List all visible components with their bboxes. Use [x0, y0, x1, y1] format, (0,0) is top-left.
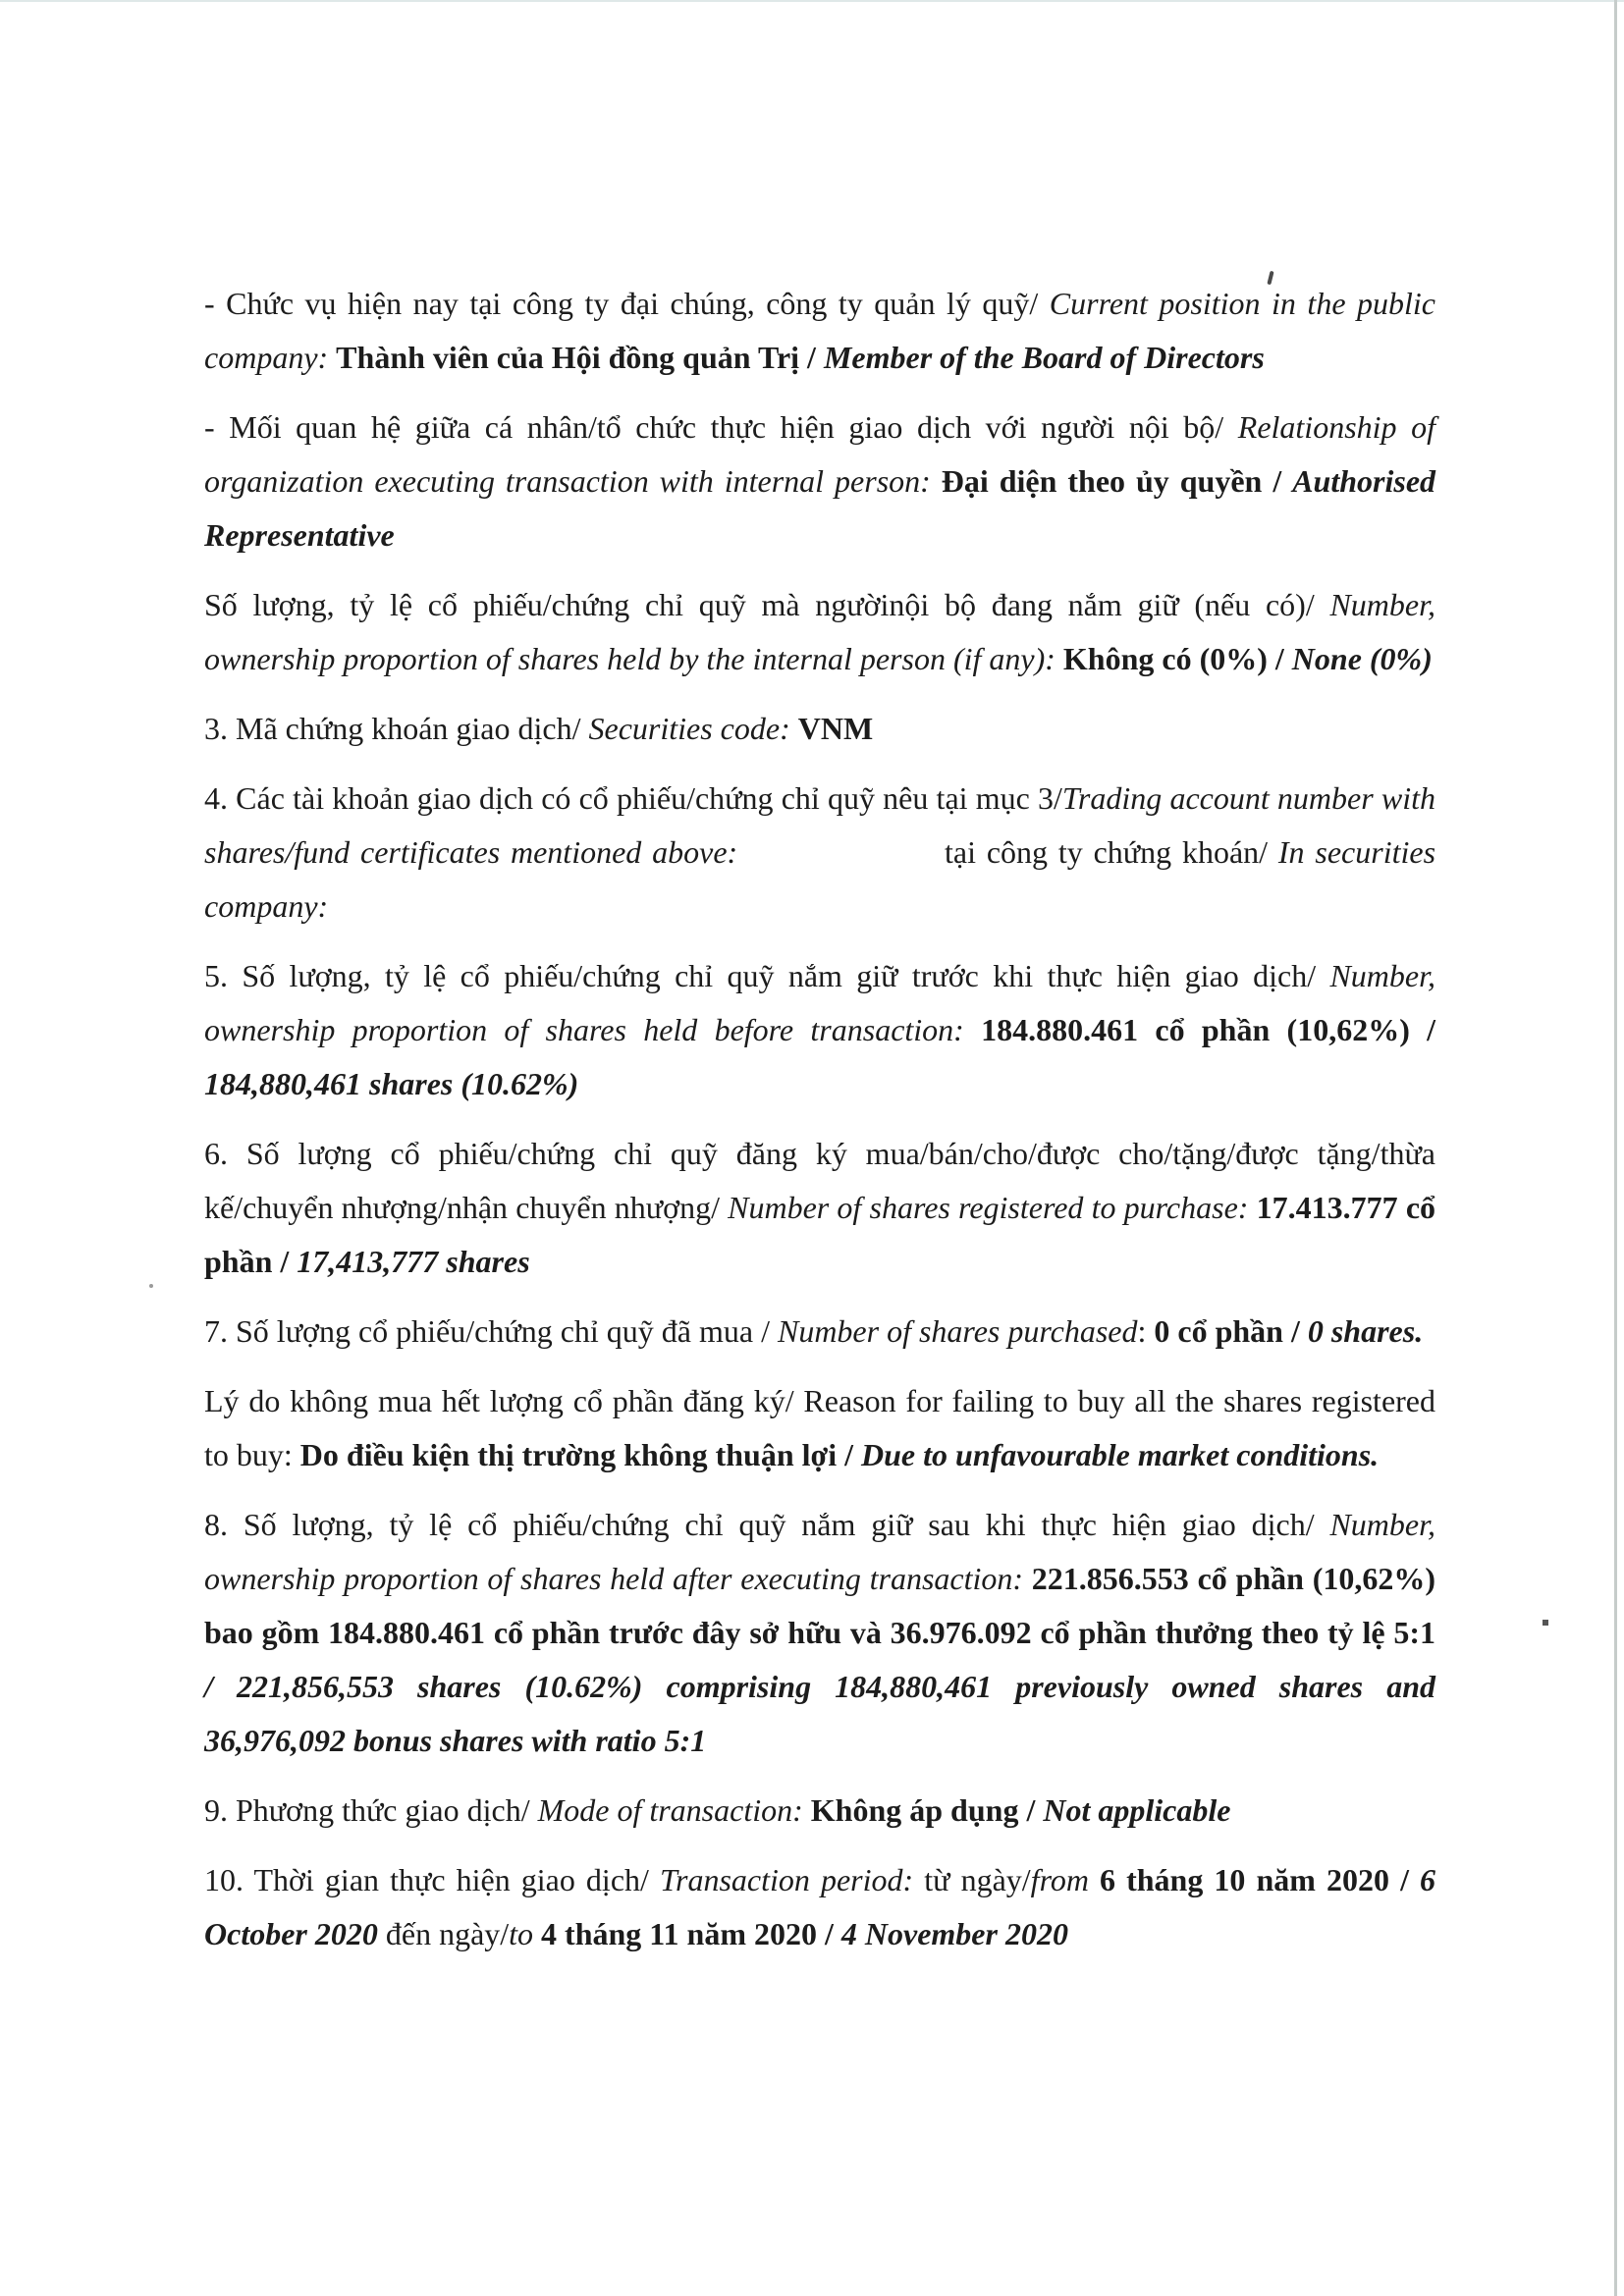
blank-field-gap [748, 862, 945, 863]
text-segment: 4 tháng 11 năm 2020 / [541, 1916, 841, 1951]
text-segment: 10. Thời gian thực hiện giao dịch/ [204, 1862, 660, 1897]
text-segment: None (0%) [1291, 641, 1433, 676]
para-item-5-shares-before [204, 949, 1435, 1111]
text-segment: 184,880,461 shares (10.62%) [204, 1066, 579, 1101]
para-item-6-shares-registered [204, 1127, 1435, 1289]
text-segment: Number of shares registered to purchase: [728, 1190, 1257, 1225]
text-segment: 17.413.777 cổ phần / [204, 1190, 1436, 1279]
scan-edge-right [1614, 0, 1617, 2296]
text-segment: Lý do không mua hết lượng cổ phần đăng ký/ Reason for failing to buy all the shares registered to buy: [204, 1383, 1435, 1472]
text-segment: / 221,856,553 shares (10.62%) comprising 184,880,461 previously owned shares and 36,976,092 bonus shares with ratio 5:1 [204, 1669, 1435, 1758]
text-segment: - Mối quan hệ giữa cá nhân/tổ chức thực hiện giao dịch với người nội bộ/ [204, 409, 1238, 445]
text-segment: Transaction period: [659, 1862, 925, 1897]
text-segment: 17,413,777 shares [297, 1244, 530, 1279]
para-current-position [204, 277, 1435, 385]
text-segment: 3. Mã chứng khoán giao dịch/ [204, 711, 589, 746]
text-segment: 8. Số lượng, tỷ lệ cổ phiếu/chứng chỉ quỹ nắm giữ sau khi thực hiện giao dịch/ [204, 1507, 1330, 1542]
text-segment: 221.856.553 cổ phần (10,62%) bao gồm 184.880.461 cổ phần trước đây sở hữu và 36.976.092 cổ phần thưởng theo tỷ lệ 5:1 [204, 1561, 1435, 1650]
text-segment: VNM [797, 711, 874, 746]
text-segment: from [1030, 1862, 1101, 1897]
text-segment: to [509, 1916, 542, 1951]
scan-artifact-speck [149, 1284, 153, 1288]
text-segment: Current position in the public company: [204, 286, 1436, 375]
text-segment: In securities company: [204, 834, 1436, 924]
text-segment: 6 tháng 10 năm 2020 / [1100, 1862, 1421, 1897]
text-segment: Number, ownership proportion of shares held after executing transaction: [204, 1507, 1435, 1596]
text-segment: Number, ownership proportion of shares held before transaction: [204, 958, 1435, 1047]
para-relationship [204, 400, 1435, 562]
text-segment: Authorised Representative [204, 463, 1436, 553]
para-item-7-shares-purchased [204, 1305, 1435, 1359]
text-segment: tại công ty chứng khoán/ [945, 834, 1278, 870]
text-segment: 5. Số lượng, tỷ lệ cổ phiếu/chứng chỉ quỹ nắm giữ trước khi thực hiện giao dịch/ [204, 958, 1330, 993]
para-item-8-shares-after [204, 1498, 1435, 1768]
text-segment: Số lượng, tỷ lệ cổ phiếu/chứng chỉ quỹ mà ngườinội bộ đang nắm giữ (nếu có)/ [204, 587, 1330, 622]
text-segment: 0 shares. [1307, 1313, 1424, 1349]
para-item-4-trading-accounts [204, 772, 1435, 934]
document-body [204, 277, 1435, 1977]
para-item-3-securities-code [204, 702, 1435, 756]
text-segment: từ ngày/ [924, 1862, 1031, 1897]
text-segment: Due to unfavourable market conditions. [861, 1437, 1380, 1472]
text-segment: 7. Số lượng cổ phiếu/chứng chỉ quỹ đã mua / [204, 1313, 778, 1349]
text-segment: Thành viên của Hội đồng quản Trị / [336, 340, 824, 375]
text-segment: đến ngày/ [385, 1916, 510, 1951]
text-segment: 0 cổ phần / [1154, 1313, 1308, 1349]
text-segment: Do điều kiện thị trường không thuận lợi / [299, 1437, 862, 1472]
text-segment: Đại diện theo ủy quyền / [941, 463, 1293, 499]
text-segment: 9. Phương thức giao dịch/ [204, 1792, 538, 1828]
para-item-10-period [204, 1853, 1435, 1961]
text-segment: Member of the Board of Directors [823, 340, 1265, 375]
text-segment: Không áp dụng / [810, 1792, 1044, 1828]
text-segment: Number of shares purchased [777, 1313, 1138, 1349]
text-segment: : [1137, 1313, 1155, 1349]
text-segment: Relationship of organization executing transaction with internal person: [204, 409, 1436, 499]
text-segment: Number, ownership proportion of shares held by the internal person (if any): [204, 587, 1435, 676]
text-segment: 6 October 2020 [204, 1862, 1436, 1951]
para-shares-held-by-internal-person [204, 578, 1435, 686]
text-segment: - Chức vụ hiện nay tại công ty đại chúng, công ty quản lý quỹ/ [204, 286, 1050, 321]
text-segment: 184.880.461 cổ phần (10,62%) / [981, 1012, 1436, 1047]
para-reason [204, 1374, 1435, 1482]
scan-artifact-speck [1543, 1620, 1548, 1626]
text-segment: Trading account number with shares/fund certificates mentioned above: [204, 780, 1436, 870]
text-segment: 6. Số lượng cổ phiếu/chứng chỉ quỹ đăng ký mua/bán/cho/được cho/tặng/được tặng/thừa kế/chuyển nhượng/nhận chuyển nhượng/ [204, 1136, 1435, 1225]
text-segment: 4 November 2020 [840, 1916, 1068, 1951]
text-segment: 4. Các tài khoản giao dịch có cổ phiếu/chứng chỉ quỹ nêu tại mục 3/ [204, 780, 1062, 816]
text-segment: Mode of transaction: [537, 1792, 811, 1828]
text-segment: Securities code: [588, 711, 798, 746]
scan-edge-top [0, 0, 1624, 2]
para-item-9-mode [204, 1784, 1435, 1838]
text-segment: Không có (0%) / [1062, 641, 1292, 676]
text-segment: Not applicable [1043, 1792, 1231, 1828]
